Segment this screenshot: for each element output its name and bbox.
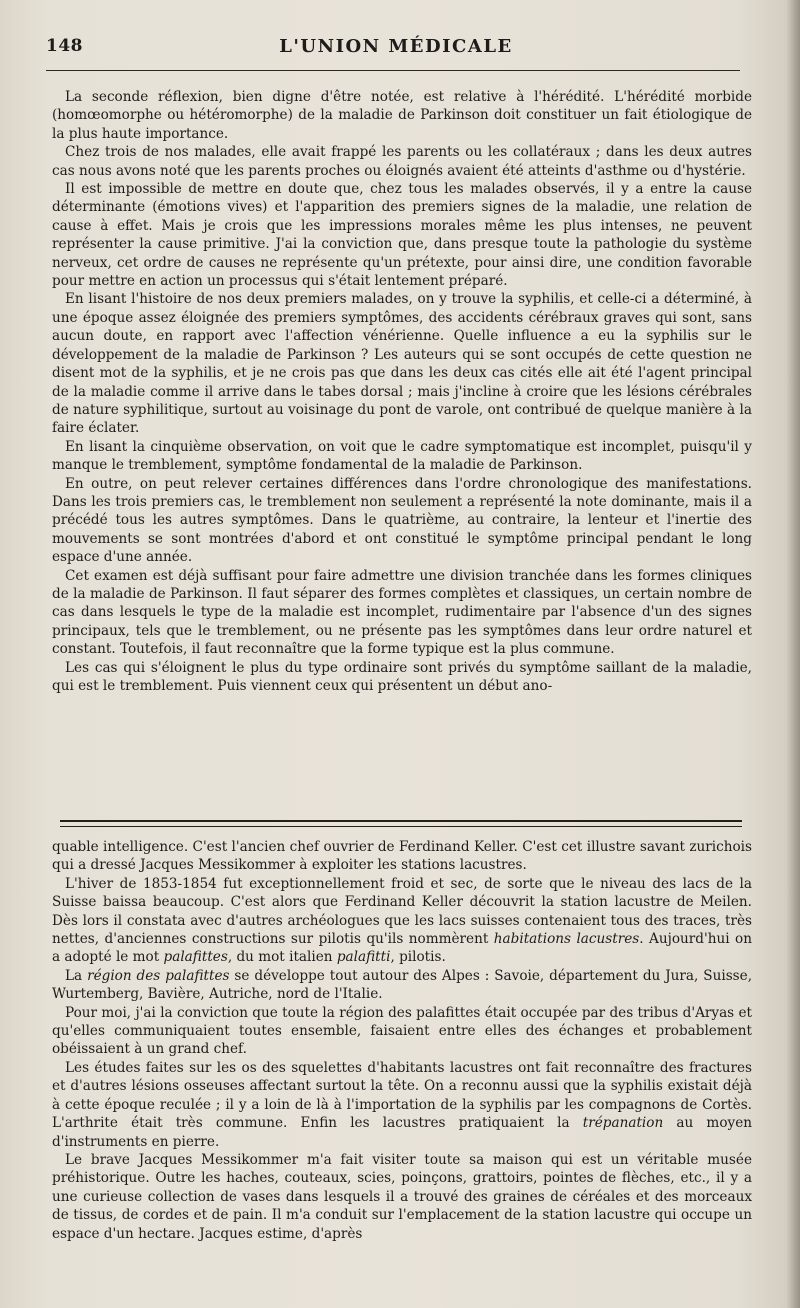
page-number: 148 bbox=[46, 36, 83, 56]
paragraph bbox=[52, 875, 752, 967]
paragraph bbox=[52, 967, 752, 1004]
paragraph: Cet examen est déjà suffisant pour faire admettre une division tranchée dans les formes cliniques de la maladie de Parkinson. Il faut séparer des formes complètes et classiques, un certain nombre de cas dans lesquels le type de la maladie est incomplet, rudimentaire par l'absence d'un des signes principaux, tels que le tremblement, ou ne présente pas les symptômes dans leur ordre naturel et constant. Toutefois, il faut reconnaître que la forme typique est la plus commune. bbox=[52, 567, 752, 658]
italic-term: région des palafittes bbox=[87, 967, 230, 984]
text-run: se développe tout autour des Alpes : Savoie, département du Jura, Suisse, Wurtemberg, Bavière, Autriche, nord de l'Italie. bbox=[52, 967, 753, 1003]
italic-term: trépanation bbox=[582, 1115, 664, 1132]
text-run: au moyen d'instruments en pierre. bbox=[52, 1115, 752, 1150]
paragraph: En outre, on peut relever certaines différences dans l'ordre chronologique des manifestations. Dans les trois premiers cas, le tremblement non seulement a représenté la note dominante, mais il a précédé tous les autres symptômes. Dans le quatrième, au contraire, la lenteur et l'inertie des mouvements se sont montrées d'abord et ont constitué le symptôme principal pendant le long espace d'une année. bbox=[52, 475, 752, 566]
article-parkinson bbox=[52, 88, 752, 695]
paragraph: Les cas qui s'éloignent le plus du type ordinaire sont privés du symptôme saillant de la maladie, qui est le tremblement. Puis viennent ceux qui présentent un début ano- bbox=[52, 659, 752, 694]
text-run: Les études faites sur les os des squelettes d'habitants lacustres ont fait reconnaître des fractures et d'autres lésions osseuses affectant surtout la tête. On a reconnu aussi que la syphilis existait déjà à cette époque reculée ; il y a loin de là à l'importation de la syphilis par les compagnons de Cortès. L'arthrite était très commune. Enfin les lacustres pratiquaient la bbox=[52, 1059, 752, 1132]
text-run: . Aujourd'hui on a adopté le mot bbox=[52, 931, 752, 966]
paragraph: quable intelligence. C'est l'ancien chef ouvrier de Ferdinand Keller. C'est cet illustre savant zurichois qui a dressé Jacques Messikommer à exploiter les stations lacustres. bbox=[52, 839, 752, 874]
paragraph: En lisant l'histoire de nos deux premiers malades, on y trouve la syphilis, et celle-ci a déterminé, à une époque assez éloignée des premiers symptômes, des accidents cérébraux graves qui sont, sans aucun doute, en rapport avec l'affection vénérienne. Quelle influence a eu la syphilis sur le développement de la maladie de Parkinson ? Les auteurs qui se sont occupés de cette question ne disent mot de la syphilis, et je ne crois pas que dans les deux cas cités elle ait été l'agent principal de la maladie comme il arrive dans le tabes dorsal ; mais j'incline à croire que les lésions cérébrales de nature syphilitique, surtout au voisinage du pont de varole, ont contribué de quelque manière à la faire éclater. bbox=[52, 291, 752, 437]
italic-term: palafitti bbox=[336, 949, 391, 966]
text-run: , du mot italien bbox=[227, 949, 337, 966]
paragraph bbox=[52, 1059, 752, 1151]
text-run: , pilotis. bbox=[390, 949, 446, 966]
paragraph: Il est impossible de mettre en doute que, chez tous les malades observés, il y a entre la cause déterminante (émotions vives) et l'apparition des premiers signes de la maladie, une relation de cause à effet. Mais je crois que les impressions morales même les plus intenses, ne peuvent représenter la cause primitive. J'ai la conviction que, dans presque toute la pathologie du système nerveux, cet ordre de causes ne représente qu'un prétexte, pour ainsi dire, une condition favorable pour mettre en action un processus qui s'était lentement préparé. bbox=[52, 181, 752, 290]
paragraph: Chez trois de nos malades, elle avait frappé les parents ou les collatéraux ; dans les deux autres cas nous avons noté que les parents proches ou éloignés avaient été atteints d'asthme ou d'hystérie. bbox=[52, 144, 752, 179]
italic-term: palafittes bbox=[163, 949, 228, 966]
header-rule bbox=[46, 70, 740, 71]
column-divider-rule bbox=[60, 820, 742, 827]
article-palafittes bbox=[52, 838, 752, 1243]
italic-term: habitations lacustres bbox=[493, 931, 640, 948]
paragraph: En lisant la cinquième observation, on voit que le cadre symptomatique est incomplet, puisqu'il y manque le tremblement, symptôme fondamental de la maladie de Parkinson. bbox=[52, 438, 752, 474]
running-title: L'UNION MÉDICALE bbox=[279, 36, 513, 57]
paragraph: Pour moi, j'ai la conviction que toute la région des palafittes était occupée par des tribus d'Aryas et qu'elles communiquaient toutes ensemble, faisaient entre elles des échanges et probablement obéissaient à un grand chef. bbox=[52, 1004, 752, 1058]
text-run: L'hiver de 1853-1854 fut exceptionnellement froid et sec, de sorte que le niveau des lacs de la Suisse baissa beaucoup. C'est alors que Ferdinand Keller découvrit la station lacustre de Meilen. Dès lors il constata avec d'autres archéologues que les lacs suisses contenaient tous des traces, très nettes, d'anciennes constructions sur pilotis qu'ils nommèrent bbox=[52, 875, 752, 948]
page-spine-shadow bbox=[786, 0, 800, 1308]
paragraph: La seconde réflexion, bien digne d'être notée, est relative à l'hérédité. L'hérédité morbide (homœomorphe ou hétéromorphe) de la maladie de Parkinson doit constituer un fait étiologique de la plus haute importance. bbox=[52, 89, 752, 142]
paragraph: Le brave Jacques Messikommer m'a fait visiter toute sa maison qui est un véritable musée préhistorique. Outre les haches, couteaux, scies, poinçons, grattoirs, pointes de flèches, etc., il y a une curieuse collection de vases dans lesquels il a trouvé des graines de céréales et des morceaux de tissus, de cordes et de pain. Il m'a conduit sur l'emplacement de la station lacustre qui occupe un espace d'un hectare. Jacques estime, d'après bbox=[52, 1151, 752, 1242]
page-header bbox=[46, 36, 746, 64]
text-run: La bbox=[65, 967, 88, 984]
